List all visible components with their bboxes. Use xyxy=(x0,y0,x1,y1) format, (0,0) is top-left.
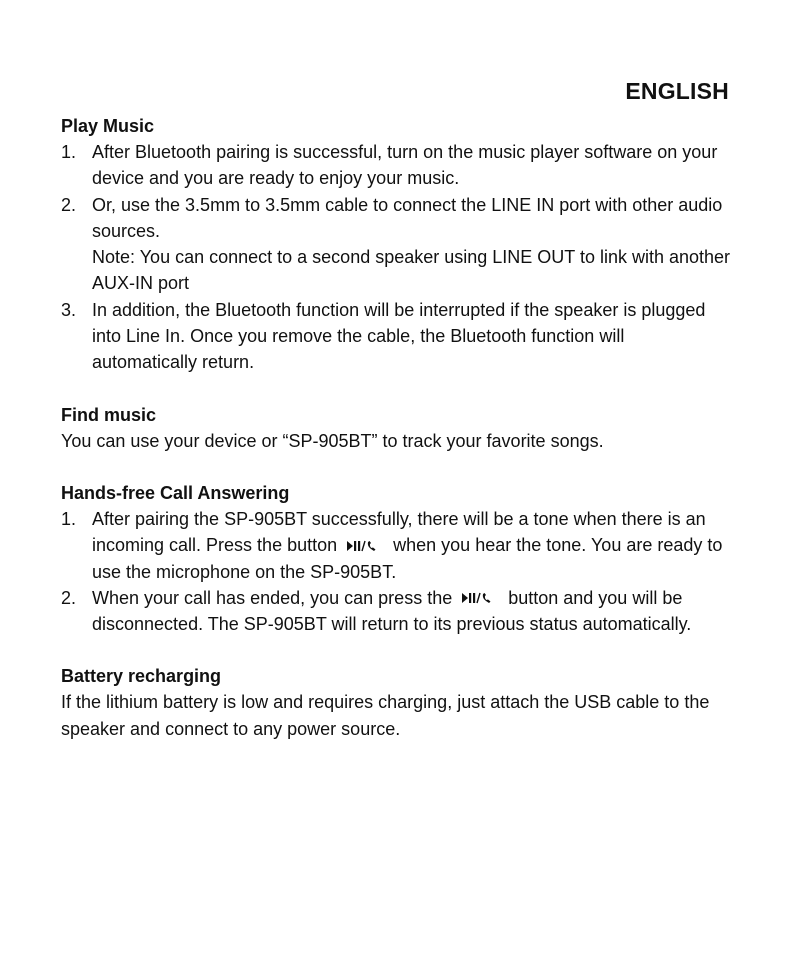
list-item-text-before: After pairing the SP-905BT successfully, there will be a tone when there is an incoming call. Press the button xyxy=(92,508,706,556)
play-pause-phone-icon xyxy=(347,540,383,552)
battery-text: If the lithium battery is low and requires charging, just attach the USB cable to the speaker and connect to any power source. xyxy=(61,692,710,739)
list-item xyxy=(61,585,731,638)
manual-content xyxy=(61,113,731,742)
play-pause-phone-icon xyxy=(462,592,498,604)
list-item-number: 1. xyxy=(61,508,77,529)
list-item-text: In addition, the Bluetooth function will be interrupted if the speaker is plugged into Line In. Once you remove the cable, the Bluetooth function will automatically return. xyxy=(92,299,706,373)
hands-free-list xyxy=(61,506,731,637)
list-item-note: Note: You can connect to a second speaker using LINE OUT to link with another AUX-IN port xyxy=(92,247,731,294)
list-item-text: Or, use the 3.5mm to 3.5mm cable to connect the LINE IN port with other audio sources. xyxy=(92,194,723,241)
play-music-heading: Play Music xyxy=(61,116,155,136)
find-music-text: You can use your device or “SP-905BT” to track your favorite songs. xyxy=(61,430,604,451)
list-item-text-after: when you hear the tone. You are ready to use the microphone on the SP-905BT. xyxy=(92,535,723,582)
list-item xyxy=(61,506,731,585)
list-item xyxy=(61,297,731,376)
list-item-number: 2. xyxy=(61,194,77,215)
list-item-number: 1. xyxy=(61,142,77,162)
list-item-number: 2. xyxy=(61,587,77,608)
find-music-heading: Find music xyxy=(61,404,157,425)
list-item xyxy=(61,192,731,297)
list-item xyxy=(61,139,731,192)
list-item-text: After Bluetooth pairing is successful, turn on the music player software on your device and you are ready to enjoy your music. xyxy=(92,142,718,189)
list-item-number: 3. xyxy=(61,299,77,320)
battery-heading: Battery recharging xyxy=(61,666,222,687)
language-label: ENGLISH xyxy=(625,78,729,104)
hands-free-heading: Hands-free Call Answering xyxy=(61,482,290,503)
play-music-list xyxy=(61,139,731,376)
list-item-text-before: When your call has ended, you can press the xyxy=(92,587,453,608)
list-item-text-after: button and you will be disconnected. The SP-905BT will return to its previous status automatically. xyxy=(92,587,692,635)
